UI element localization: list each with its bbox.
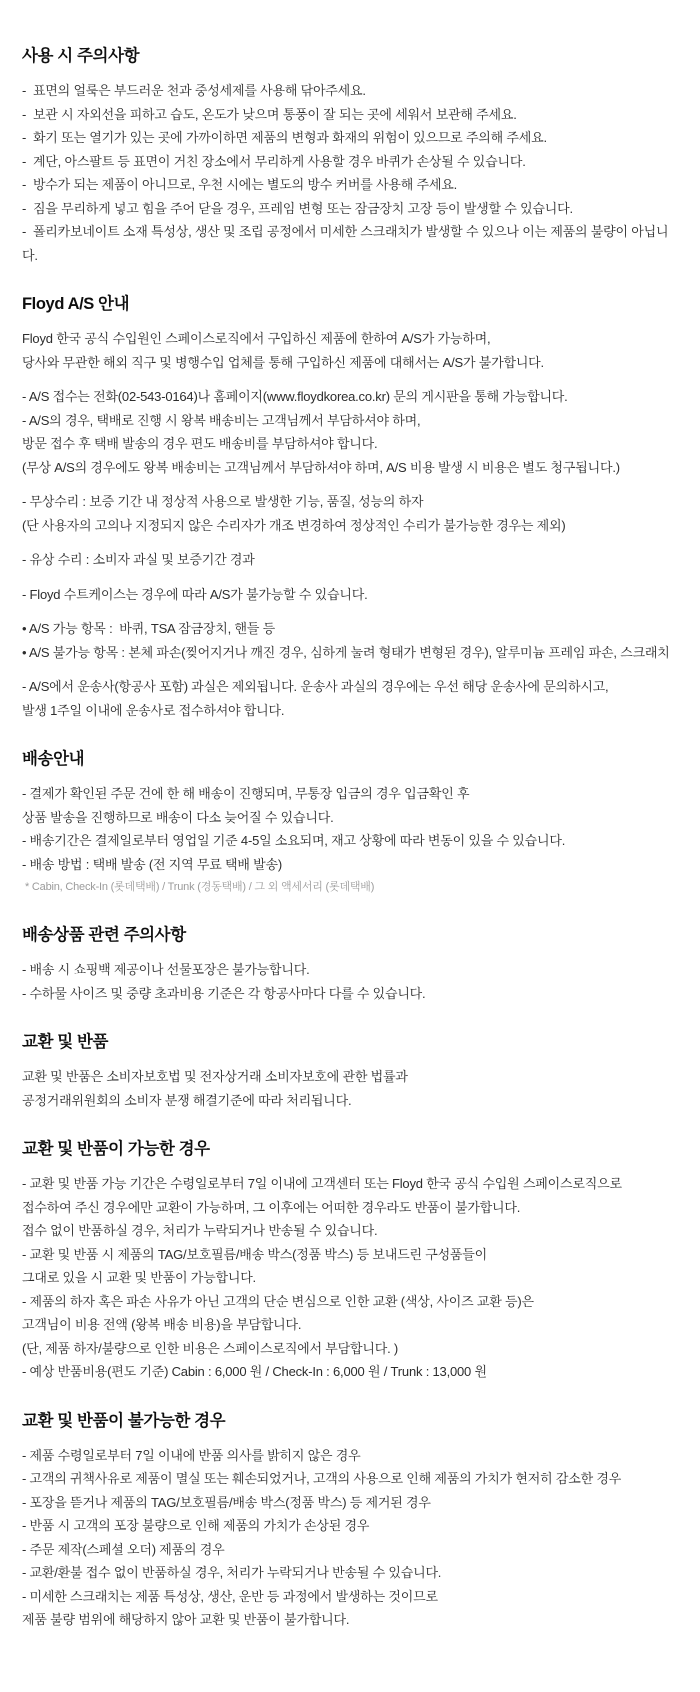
- text-line: - 무상수리 : 보증 기간 내 정상적 사용으로 발생한 기능, 품질, 성능의 하자: [22, 494, 424, 509]
- section-title: Floyd A/S 안내: [22, 295, 130, 313]
- paragraph-group: [22, 958, 676, 1005]
- paragraph-group: [22, 782, 676, 898]
- text-line: 방문 접수 후 택배 발송의 경우 편도 배송비를 부담하셔야 합니다.: [22, 436, 378, 451]
- text-line: - 제품의 하자 혹은 파손 사유가 아닌 고객의 단순 변심으로 인한 교환 (색상, 사이즈 교환 등)은: [22, 1293, 534, 1309]
- text-line: (무상 A/S의 경우에도 왕복 배송비는 고객님께서 부담하셔야 하며, A/S 비용 발생 시 비용은 별도 청구됩니다.): [22, 459, 620, 475]
- section-exchange-return: [22, 1032, 676, 1112]
- text-line: - 교환 및 반품 시 제품의 TAG/보호필름/배송 박스(정품 박스) 등 보내드린 구성품들이: [22, 1246, 487, 1262]
- text-line: - 미세한 스크래치는 제품 특성상, 생산, 운반 등 과정에서 발생하는 것이므로: [22, 1588, 438, 1604]
- paragraph-group: [22, 1444, 676, 1632]
- section-exchange-return-possible: [22, 1139, 676, 1384]
- text-line: 공정거래위원회의 소비자 분쟁 해결기준에 따라 처리됩니다.: [22, 1092, 352, 1108]
- section-title: 배송안내: [22, 750, 85, 768]
- text-line: - 교환 및 반품 가능 기간은 수령일로부터 7일 이내에 고객센터 또는 Floyd 한국 공식 수입원 스페이스로직으로: [22, 1176, 622, 1191]
- paragraph-group: [22, 79, 676, 267]
- text-line: 접수하여 주신 경우에만 교환이 가능하며, 그 이후에는 어떠한 경우라도 반품이 불가합니다.: [22, 1199, 521, 1215]
- text-line: - 고객의 귀책사유로 제품이 멸실 또는 훼손되었거나, 고객의 사용으로 인해 제품의 가치가 현저히 감소한 경우: [22, 1471, 622, 1486]
- text-line: - 계단, 아스팔트 등 표면이 거친 장소에서 무리하게 사용할 경우 바퀴가 손상될 수 있습니다.: [22, 153, 526, 169]
- text-line: - 방수가 되는 제품이 아니므로, 우천 시에는 별도의 방수 커버를 사용해 주세요.: [22, 177, 457, 192]
- text-line: - 포장을 뜯거나 제품의 TAG/보호필름/배송 박스(정품 박스) 등 제거된 경우: [22, 1494, 431, 1510]
- text-line: - 폴리카보네이트 소재 특성상, 생산 및 조립 공정에서 미세한 스크래치가 발생할 수 있으나 이는 제품의 불량이 아닙니다.: [22, 224, 669, 263]
- paragraph-group: [22, 385, 676, 479]
- section-as-guide: [22, 294, 676, 722]
- paragraph-group: [22, 1065, 676, 1112]
- text-line: • A/S 불가능 항목 : 본체 파손(찢어지거나 깨진 경우, 심하게 눌려 형태가 변형된 경우), 알루미늄 프레임 파손, 스크래치: [22, 644, 670, 660]
- section-shipping-guide: [22, 749, 676, 898]
- text-line: - 화기 또는 열기가 있는 곳에 가까이하면 제품의 변형과 화재의 위험이 있으므로 주의해 주세요.: [22, 130, 547, 145]
- courier-note: * Cabin, Check-In (롯데택배) / Trunk (경동택배) / 그 외 액세서리 (롯데택배): [25, 881, 375, 893]
- text-line: 제품 불량 범위에 해당하지 않아 교환 및 반품이 불가합니다.: [22, 1612, 350, 1627]
- text-line: - 배송 시 쇼핑백 제공이나 선물포장은 불가능합니다.: [22, 962, 310, 977]
- text-line: - A/S에서 운송사(항공사 포함) 과실은 제외됩니다. 운송사 과실의 경우에는 우선 해당 운송사에 문의하시고,: [22, 679, 609, 694]
- text-line: 당사와 무관한 해외 직구 및 병행수입 업체를 통해 구입하신 제품에 대해서는 A/S가 불가합니다.: [22, 354, 544, 370]
- section-title: 교환 및 반품이 가능한 경우: [22, 1140, 210, 1158]
- section-exchange-return-impossible: [22, 1411, 676, 1632]
- text-line: - 예상 반품비용(편도 기준) Cabin : 6,000 원 / Check-In : 6,000 원 / Trunk : 13,000 원: [22, 1364, 487, 1379]
- text-line: - A/S의 경우, 택배로 진행 시 왕복 배송비는 고객님께서 부담하셔야 하며,: [22, 412, 421, 428]
- text-line: - 배송기간은 결제일로부터 영업일 기준 4-5일 소요되며, 재고 상황에 따라 변동이 있을 수 있습니다.: [22, 833, 566, 848]
- paragraph-group: [22, 490, 676, 537]
- text-line: - 표면의 얼룩은 부드러운 천과 중성세제를 사용해 닦아주세요.: [22, 83, 366, 98]
- section-usage-precautions: [22, 46, 676, 267]
- text-line: (단 사용자의 고의나 지정되지 않은 수리자가 개조 변경하여 정상적인 수리가 불가능한 경우는 제외): [22, 517, 566, 533]
- text-line: 발생 1주일 이내에 운송사로 접수하셔야 합니다.: [22, 702, 285, 718]
- section-title: 교환 및 반품이 불가능한 경우: [22, 1411, 226, 1430]
- paragraph-group: [22, 327, 676, 374]
- section-title: 교환 및 반품: [22, 1033, 109, 1051]
- paragraph-group: [22, 617, 676, 664]
- text-line: - 보관 시 자외선을 피하고 습도, 온도가 낮으며 통풍이 잘 되는 곳에 세워서 보관해 주세요.: [22, 106, 517, 122]
- text-line: - Floyd 수트케이스는 경우에 따라 A/S가 불가능할 수 있습니다.: [22, 586, 368, 602]
- paragraph-group: [22, 1172, 676, 1384]
- text-line: 고객님이 비용 전액 (왕복 배송 비용)을 부담합니다.: [22, 1317, 302, 1332]
- paragraph-group: [22, 675, 676, 722]
- section-title: 사용 시 주의사항: [22, 47, 140, 65]
- section-shipping-precautions: [22, 925, 676, 1005]
- text-line: 접수 없이 반품하실 경우, 처리가 누락되거나 반송될 수 있습니다.: [22, 1223, 378, 1238]
- text-line: - 교환/환불 접수 없이 반품하실 경우, 처리가 누락되거나 반송될 수 있습니다.: [22, 1565, 442, 1580]
- text-line: - 수하물 사이즈 및 중량 초과비용 기준은 각 항공사마다 다를 수 있습니다.: [22, 985, 426, 1001]
- text-line: (단, 제품 하자/불량으로 인한 비용은 스페이스로직에서 부담합니다. ): [22, 1340, 399, 1356]
- section-title: 배송상품 관련 주의사항: [22, 926, 186, 944]
- text-line: - 결제가 확인된 주문 건에 한 해 배송이 진행되며, 무통장 입금의 경우 입금확인 후: [22, 786, 470, 801]
- text-line: - 반품 시 고객의 포장 불량으로 인해 제품의 가치가 손상된 경우: [22, 1518, 370, 1533]
- text-line: 그대로 있을 시 교환 및 반품이 가능합니다.: [22, 1270, 256, 1285]
- text-line: - 유상 수리 : 소비자 과실 및 보증기간 경과: [22, 552, 255, 567]
- text-line: - A/S 접수는 전화(02-543-0164)나 홈페이지(www.floydkorea.co.kr) 문의 게시판을 통해 가능합니다.: [22, 389, 568, 404]
- text-line: - 짐을 무리하게 넣고 힘을 주어 닫을 경우, 프레임 변형 또는 잠금장치 고장 등이 발생할 수 있습니다.: [22, 200, 573, 216]
- text-line: 상품 발송을 진행하므로 배송이 다소 늦어질 수 있습니다.: [22, 809, 334, 825]
- paragraph-group: [22, 548, 676, 572]
- text-line: - 주문 제작(스페셜 오더) 제품의 경우: [22, 1541, 225, 1557]
- text-line: - 제품 수령일로부터 7일 이내에 반품 의사를 밝히지 않은 경우: [22, 1447, 361, 1463]
- text-line: - 배송 방법 : 택배 발송 (전 지역 무료 택배 발송): [22, 856, 283, 872]
- paragraph-group: [22, 583, 676, 607]
- text-line: Floyd 한국 공식 수입원인 스페이스로직에서 구입하신 제품에 한하여 A/S가 가능하며,: [22, 331, 491, 346]
- text-line: • A/S 가능 항목 : 바퀴, TSA 잠금장치, 핸들 등: [22, 621, 275, 636]
- text-line: 교환 및 반품은 소비자보호법 및 전자상거래 소비자보호에 관한 법률과: [22, 1069, 408, 1084]
